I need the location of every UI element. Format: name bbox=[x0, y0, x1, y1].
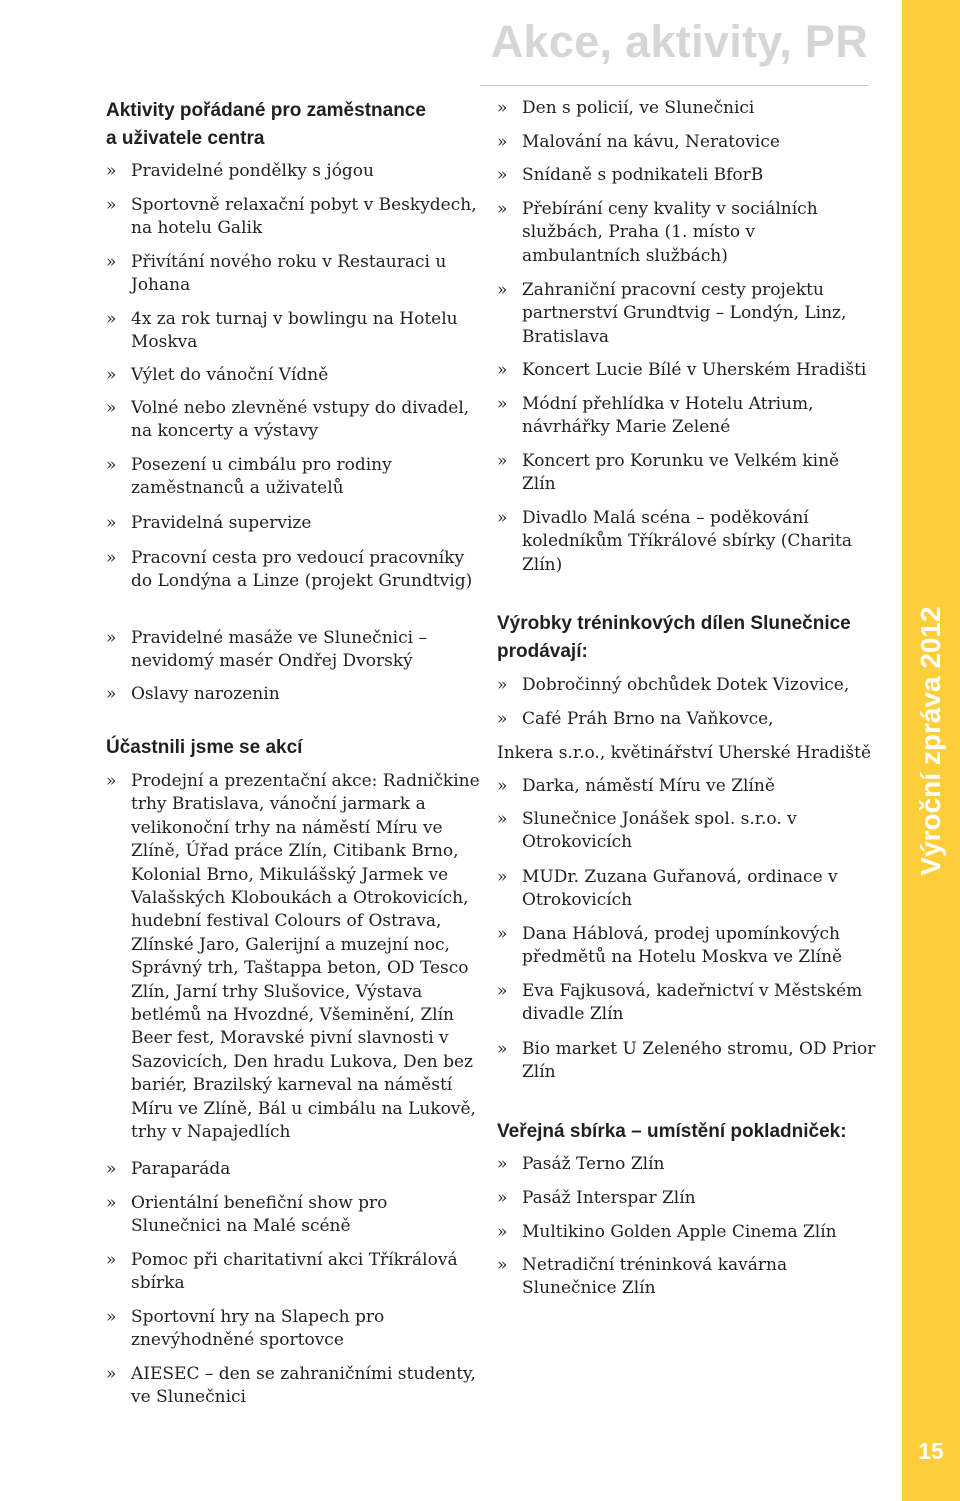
list-item: » Orientální benefiční show pro Slunečnici na Malé scéně bbox=[106, 1192, 482, 1239]
heading-products-line1: Výrobky tréninkových dílen Slunečnice bbox=[497, 613, 851, 634]
heading-collection: Veřejná sbírka – umístění pokladniček: bbox=[497, 1121, 847, 1142]
list-item: » Slunečnice Jonášek spol. s.r.o. v Otrokovicích bbox=[497, 808, 877, 855]
heading-products bbox=[497, 610, 877, 666]
list-item: » Malování na kávu, Neratovice bbox=[497, 131, 877, 154]
list-item: » AIESEC – den se zahraničními studenty, ve Slunečnici bbox=[106, 1363, 482, 1410]
list-item: » Den s policií, ve Slunečnici bbox=[497, 97, 877, 120]
list-item: » Sportovní hry na Slapech pro znevýhodněné sportovce bbox=[106, 1306, 482, 1353]
list-item: » Pravidelné masáže ve Slunečnici – nevidomý masér Ondřej Dvorský bbox=[106, 627, 482, 674]
heading-activities bbox=[106, 97, 482, 153]
list-item: » Koncert Lucie Bílé v Uherském Hradišti bbox=[497, 359, 877, 382]
report-label: Výroční zpráva 2012 bbox=[915, 606, 946, 876]
list-item: » Přivítání nového roku v Restauraci u Johana bbox=[106, 251, 482, 298]
heading-activities-line2: a uživatele centra bbox=[106, 128, 265, 149]
heading-events: Účastnili jsme se akcí bbox=[106, 737, 303, 758]
list-item: » Pasáž Terno Zlín bbox=[497, 1153, 877, 1176]
list-item: » Pracovní cesta pro vedoucí pracovníky do Londýna a Linze (projekt Grundtvig) bbox=[106, 547, 482, 594]
list-item: » Netradiční tréninková kavárna Slunečnice Zlín bbox=[497, 1254, 877, 1301]
list-item: » Posezení u cimbálu pro rodiny zaměstnanců a uživatelů bbox=[106, 454, 482, 501]
list-item: » MUDr. Zuzana Guřanová, ordinace v Otrokovicích bbox=[497, 866, 877, 913]
section-title: Akce, aktivity, PR bbox=[490, 16, 868, 67]
list-item: » Výlet do vánoční Vídně bbox=[106, 364, 482, 387]
list-item: » Prodejní a prezentační akce: Radničkine trhy Bratislava, vánoční jarmark a velikonoční trhy na náměstí Míru ve Zlíně, Úřad práce Zlín, Citibank Brno, Kolonial Brno, Mikulášský Jarmek ve Valašských Kloboukách a Otrokovicích, hudební festival Colours of Ostrava, Zlínské Jaro, Galerijní a muzejní noc, Správný trh, Taštappa beton, OD Tesco Zlín, Jarní trhy Slušovice, Výstava betlémů na Hvozdné, Všeminění, Zlín Beer fest, Moravské pivní slavnosti v Sazovicích, Den hradu Lukova, Den bez bariér, Brazilský karneval na náměstí Míru ve Zlíně, Bál u cimbálu na Lukově, trhy v Napajedlích bbox=[106, 770, 482, 1145]
list-item: » Přebírání ceny kvality v sociálních službách, Praha (1. místo v ambulantních službách) bbox=[497, 198, 877, 268]
list-item: » Volné nebo zlevněné vstupy do divadel, na koncerty a výstavy bbox=[106, 397, 482, 444]
list-item: » Pravidelné pondělky s jógou bbox=[106, 160, 482, 183]
list-item: » Sportovně relaxační pobyt v Beskydech, na hotelu Galik bbox=[106, 194, 482, 241]
list-item: » Pravidelná supervize bbox=[106, 512, 482, 535]
list-item: » Eva Fajkusová, kadeřnictví v Městském divadle Zlín bbox=[497, 980, 877, 1027]
list-item: » Divadlo Malá scéna – poděkování koledníkům Tříkrálové sbírky (Charita Zlín) bbox=[497, 507, 877, 577]
list-item: » Paraparáda bbox=[106, 1158, 482, 1181]
list-item: » Pomoc při charitativní akci Tříkrálová sbírka bbox=[106, 1249, 482, 1296]
heading-activities-line1: Aktivity pořádané pro zaměstnance bbox=[106, 100, 426, 121]
list-item: » Darka, náměstí Míru ve Zlíně bbox=[497, 775, 877, 798]
list-item: » 4x za rok turnaj v bowlingu na Hotelu Moskva bbox=[106, 308, 482, 355]
shop-plain-line: Inkera s.r.o., květinářství Uherské Hradiště bbox=[497, 743, 872, 763]
list-item: » Café Práh Brno na Vaňkovce, bbox=[497, 708, 877, 731]
list-item: » Módní přehlídka v Hotelu Atrium, návrhářky Marie Zelené bbox=[497, 393, 877, 440]
list-item: » Koncert pro Korunku ve Velkém kině Zlín bbox=[497, 450, 877, 497]
header-divider bbox=[480, 85, 868, 86]
list-item: » Snídaně s podnikateli BforB bbox=[497, 164, 877, 187]
list-item: » Oslavy narozenin bbox=[106, 683, 482, 706]
page-number: 15 bbox=[918, 1438, 944, 1464]
list-item: » Dana Háblová, prodej upomínkových předmětů na Hotelu Moskva ve Zlíně bbox=[497, 923, 877, 970]
heading-products-line2: prodávají: bbox=[497, 641, 588, 662]
list-item: » Pasáž Interspar Zlín bbox=[497, 1187, 877, 1210]
list-item: » Bio market U Zeleného stromu, OD Prior Zlín bbox=[497, 1038, 877, 1085]
list-item: » Dobročinný obchůdek Dotek Vizovice, bbox=[497, 674, 877, 697]
list-item: » Zahraniční pracovní cesty projektu partnerství Grundtvig – Londýn, Linz, Bratislava bbox=[497, 279, 877, 349]
list-item: » Multikino Golden Apple Cinema Zlín bbox=[497, 1221, 877, 1244]
